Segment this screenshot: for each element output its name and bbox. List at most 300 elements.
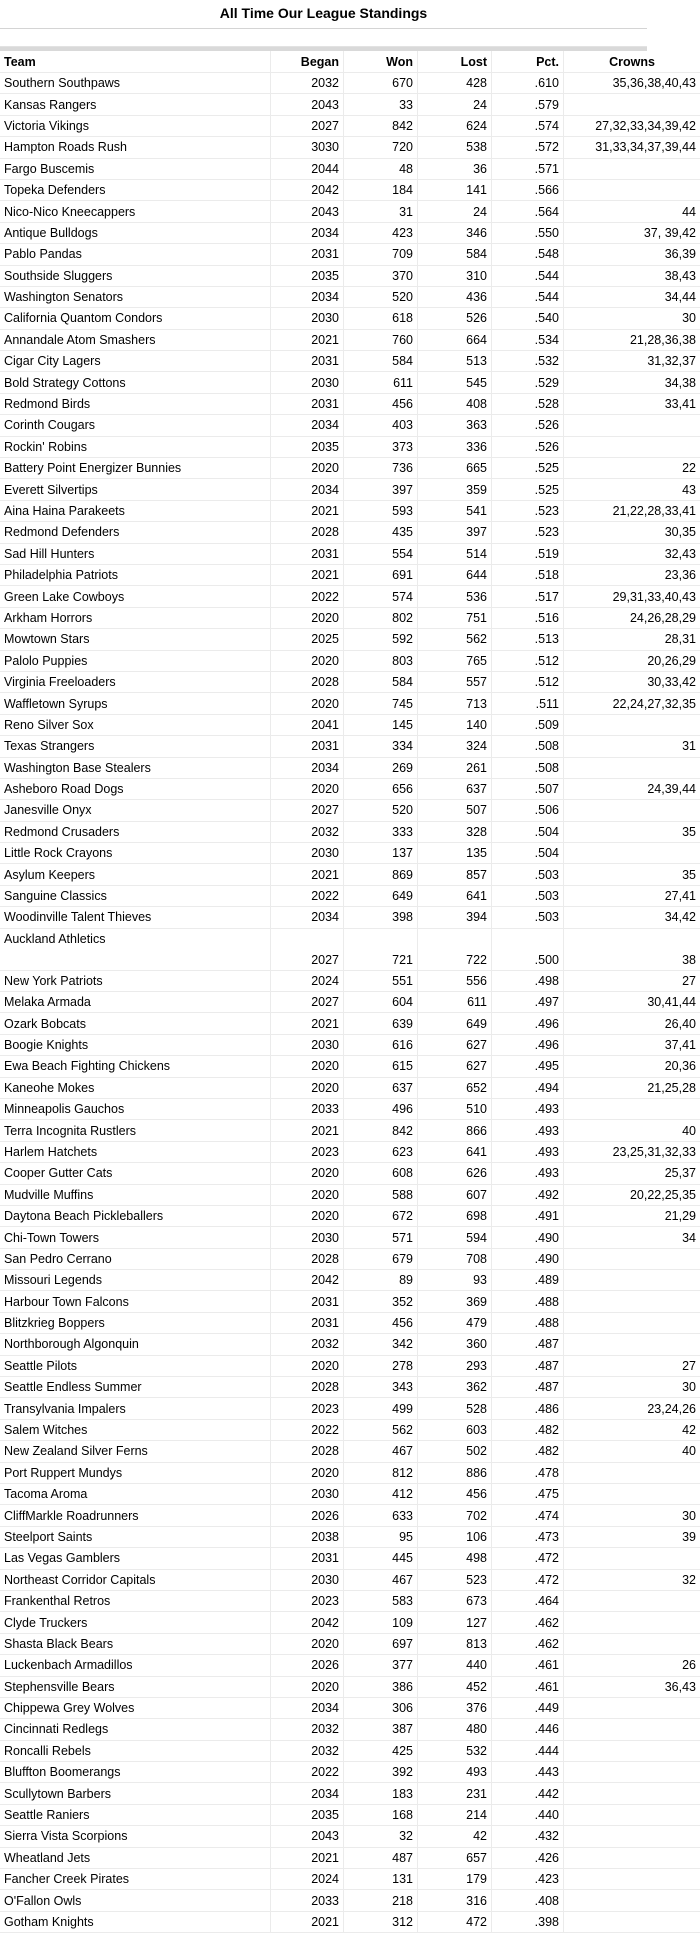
cell-began[interactable]: 2021	[271, 1911, 344, 1932]
cell-team[interactable]: Roncalli Rebels	[0, 1740, 271, 1761]
cell-pct[interactable]: .493	[492, 1098, 564, 1119]
cell-lost[interactable]: 557	[418, 671, 492, 692]
cell-pct[interactable]: .426	[492, 1847, 564, 1868]
cell-pct[interactable]: .500	[492, 928, 564, 970]
cell-lost[interactable]: 532	[418, 1740, 492, 1761]
cell-team[interactable]: Scullytown Barbers	[0, 1783, 271, 1804]
cell-lost[interactable]: 93	[418, 1270, 492, 1291]
cell-team[interactable]: Harlem Hatchets	[0, 1141, 271, 1162]
cell-lost[interactable]: 42	[418, 1826, 492, 1847]
cell-crowns[interactable]	[564, 179, 700, 200]
cell-pct[interactable]: .464	[492, 1590, 564, 1611]
cell-won[interactable]: 306	[344, 1697, 418, 1718]
cell-lost[interactable]: 626	[418, 1163, 492, 1184]
cell-lost[interactable]: 637	[418, 778, 492, 799]
cell-lost[interactable]: 24	[418, 201, 492, 222]
cell-team[interactable]: Salem Witches	[0, 1419, 271, 1440]
cell-lost[interactable]: 408	[418, 393, 492, 414]
cell-lost[interactable]: 857	[418, 864, 492, 885]
cell-pct[interactable]: .462	[492, 1612, 564, 1633]
cell-team[interactable]: Asheboro Road Dogs	[0, 778, 271, 799]
cell-won[interactable]: 456	[344, 393, 418, 414]
cell-pct[interactable]: .526	[492, 415, 564, 436]
cell-lost[interactable]: 127	[418, 1612, 492, 1633]
cell-crowns[interactable]: 29,31,33,40,43	[564, 586, 700, 607]
cell-won[interactable]: 623	[344, 1141, 418, 1162]
cell-began[interactable]: 2041	[271, 714, 344, 735]
cell-pct[interactable]: .503	[492, 864, 564, 885]
cell-lost[interactable]: 502	[418, 1441, 492, 1462]
cell-won[interactable]: 386	[344, 1676, 418, 1697]
cell-lost[interactable]: 359	[418, 479, 492, 500]
cell-began[interactable]: 2020	[271, 1163, 344, 1184]
cell-crowns[interactable]: 23,25,31,32,33	[564, 1141, 700, 1162]
cell-team[interactable]: Southside Sluggers	[0, 265, 271, 286]
cell-pct[interactable]: .513	[492, 629, 564, 650]
cell-crowns[interactable]	[564, 800, 700, 821]
cell-crowns[interactable]: 30	[564, 1505, 700, 1526]
cell-team[interactable]: Fancher Creek Pirates	[0, 1869, 271, 1890]
cell-pct[interactable]: .508	[492, 736, 564, 757]
cell-pct[interactable]: .493	[492, 1163, 564, 1184]
cell-lost[interactable]: 513	[418, 351, 492, 372]
cell-team[interactable]: Luckenbach Armadillos	[0, 1655, 271, 1676]
cell-began[interactable]: 2022	[271, 1419, 344, 1440]
cell-pct[interactable]: .472	[492, 1569, 564, 1590]
cell-crowns[interactable]: 22,24,27,32,35	[564, 693, 700, 714]
cell-lost[interactable]: 722	[418, 928, 492, 970]
cell-pct[interactable]: .495	[492, 1056, 564, 1077]
cell-lost[interactable]: 369	[418, 1291, 492, 1312]
cell-crowns[interactable]: 27	[564, 1355, 700, 1376]
cell-won[interactable]: 456	[344, 1312, 418, 1333]
cell-team[interactable]: Little Rock Crayons	[0, 843, 271, 864]
cell-began[interactable]: 2022	[271, 586, 344, 607]
cell-team[interactable]: Bluffton Boomerangs	[0, 1762, 271, 1783]
cell-crowns[interactable]: 32,43	[564, 543, 700, 564]
cell-lost[interactable]: 498	[418, 1548, 492, 1569]
cell-lost[interactable]: 363	[418, 415, 492, 436]
cell-began[interactable]: 2020	[271, 458, 344, 479]
cell-began[interactable]: 2020	[271, 650, 344, 671]
cell-pct[interactable]: .534	[492, 329, 564, 350]
cell-won[interactable]: 334	[344, 736, 418, 757]
header-won[interactable]: Won	[344, 51, 418, 73]
cell-pct[interactable]: .544	[492, 265, 564, 286]
cell-pct[interactable]: .443	[492, 1762, 564, 1783]
cell-team[interactable]: Cooper Gutter Cats	[0, 1163, 271, 1184]
cell-crowns[interactable]: 21,29	[564, 1205, 700, 1226]
cell-crowns[interactable]: 27	[564, 970, 700, 991]
cell-crowns[interactable]	[564, 1462, 700, 1483]
cell-began[interactable]: 2042	[271, 1270, 344, 1291]
cell-crowns[interactable]: 30,33,42	[564, 671, 700, 692]
cell-crowns[interactable]: 20,26,29	[564, 650, 700, 671]
cell-began[interactable]: 2031	[271, 736, 344, 757]
cell-began[interactable]: 2032	[271, 73, 344, 94]
cell-won[interactable]: 397	[344, 479, 418, 500]
cell-team[interactable]: Kansas Rangers	[0, 94, 271, 115]
cell-team[interactable]: Southern Southpaws	[0, 73, 271, 94]
cell-lost[interactable]: 627	[418, 1034, 492, 1055]
cell-team[interactable]: Harbour Town Falcons	[0, 1291, 271, 1312]
cell-crowns[interactable]: 36,43	[564, 1676, 700, 1697]
cell-began[interactable]: 2032	[271, 1740, 344, 1761]
cell-began[interactable]: 2020	[271, 1676, 344, 1697]
cell-crowns[interactable]: 36,39	[564, 244, 700, 265]
cell-won[interactable]: 670	[344, 73, 418, 94]
cell-team[interactable]: Seattle Raniers	[0, 1804, 271, 1825]
cell-pct[interactable]: .491	[492, 1205, 564, 1226]
cell-began[interactable]: 2034	[271, 222, 344, 243]
cell-lost[interactable]: 751	[418, 607, 492, 628]
cell-won[interactable]: 145	[344, 714, 418, 735]
cell-lost[interactable]: 664	[418, 329, 492, 350]
cell-lost[interactable]: 141	[418, 179, 492, 200]
cell-began[interactable]: 2031	[271, 1548, 344, 1569]
cell-won[interactable]: 398	[344, 907, 418, 928]
cell-began[interactable]: 2030	[271, 1484, 344, 1505]
cell-won[interactable]: 467	[344, 1569, 418, 1590]
cell-won[interactable]: 467	[344, 1441, 418, 1462]
cell-won[interactable]: 672	[344, 1205, 418, 1226]
cell-began[interactable]: 2030	[271, 372, 344, 393]
cell-lost[interactable]: 644	[418, 564, 492, 585]
cell-pct[interactable]: .509	[492, 714, 564, 735]
cell-crowns[interactable]	[564, 436, 700, 457]
cell-lost[interactable]: 261	[418, 757, 492, 778]
cell-team[interactable]: Cincinnati Redlegs	[0, 1719, 271, 1740]
cell-began[interactable]: 2020	[271, 1355, 344, 1376]
cell-team[interactable]: Sad Hill Hunters	[0, 543, 271, 564]
cell-pct[interactable]: .525	[492, 479, 564, 500]
cell-began[interactable]: 2031	[271, 543, 344, 564]
cell-crowns[interactable]	[564, 1697, 700, 1718]
cell-pct[interactable]: .482	[492, 1441, 564, 1462]
cell-crowns[interactable]: 25,37	[564, 1163, 700, 1184]
cell-won[interactable]: 745	[344, 693, 418, 714]
cell-lost[interactable]: 106	[418, 1526, 492, 1547]
cell-won[interactable]: 720	[344, 137, 418, 158]
cell-won[interactable]: 554	[344, 543, 418, 564]
cell-lost[interactable]: 594	[418, 1227, 492, 1248]
cell-lost[interactable]: 641	[418, 1141, 492, 1162]
cell-won[interactable]: 608	[344, 1163, 418, 1184]
cell-lost[interactable]: 316	[418, 1890, 492, 1911]
cell-pct[interactable]: .497	[492, 992, 564, 1013]
cell-team[interactable]: Chi-Town Towers	[0, 1227, 271, 1248]
cell-began[interactable]: 2022	[271, 885, 344, 906]
cell-pct[interactable]: .512	[492, 650, 564, 671]
cell-won[interactable]: 588	[344, 1184, 418, 1205]
cell-crowns[interactable]: 34,44	[564, 286, 700, 307]
cell-pct[interactable]: .526	[492, 436, 564, 457]
cell-began[interactable]: 3030	[271, 137, 344, 158]
cell-won[interactable]: 343	[344, 1377, 418, 1398]
cell-pct[interactable]: .529	[492, 372, 564, 393]
cell-won[interactable]: 842	[344, 1120, 418, 1141]
cell-pct[interactable]: .496	[492, 1013, 564, 1034]
cell-won[interactable]: 109	[344, 1612, 418, 1633]
cell-team[interactable]: Port Ruppert Mundys	[0, 1462, 271, 1483]
cell-lost[interactable]: 657	[418, 1847, 492, 1868]
cell-crowns[interactable]	[564, 1826, 700, 1847]
cell-pct[interactable]: .566	[492, 179, 564, 200]
cell-began[interactable]: 2035	[271, 265, 344, 286]
cell-won[interactable]: 639	[344, 1013, 418, 1034]
cell-began[interactable]: 2026	[271, 1505, 344, 1526]
cell-began[interactable]: 2024	[271, 1869, 344, 1890]
cell-lost[interactable]: 376	[418, 1697, 492, 1718]
cell-lost[interactable]: 214	[418, 1804, 492, 1825]
cell-lost[interactable]: 607	[418, 1184, 492, 1205]
cell-won[interactable]: 551	[344, 970, 418, 991]
cell-crowns[interactable]	[564, 1633, 700, 1654]
cell-team[interactable]: Redmond Birds	[0, 393, 271, 414]
cell-team[interactable]: Corinth Cougars	[0, 415, 271, 436]
cell-crowns[interactable]: 31,33,34,37,39,44	[564, 137, 700, 158]
cell-crowns[interactable]: 37,41	[564, 1034, 700, 1055]
cell-won[interactable]: 760	[344, 329, 418, 350]
cell-crowns[interactable]: 21,22,28,33,41	[564, 500, 700, 521]
cell-crowns[interactable]	[564, 1590, 700, 1611]
cell-began[interactable]: 2043	[271, 1826, 344, 1847]
cell-won[interactable]: 278	[344, 1355, 418, 1376]
cell-pct[interactable]: .473	[492, 1526, 564, 1547]
cell-began[interactable]: 2028	[271, 1248, 344, 1269]
cell-won[interactable]: 95	[344, 1526, 418, 1547]
cell-lost[interactable]: 179	[418, 1869, 492, 1890]
cell-crowns[interactable]	[564, 1098, 700, 1119]
cell-won[interactable]: 31	[344, 201, 418, 222]
cell-won[interactable]: 32	[344, 1826, 418, 1847]
header-lost[interactable]: Lost	[418, 51, 492, 73]
cell-team[interactable]: Woodinville Talent Thieves	[0, 907, 271, 928]
cell-won[interactable]: 721	[344, 928, 418, 970]
cell-team[interactable]: Victoria Vikings	[0, 115, 271, 136]
cell-won[interactable]: 604	[344, 992, 418, 1013]
cell-crowns[interactable]: 31	[564, 736, 700, 757]
cell-crowns[interactable]	[564, 1847, 700, 1868]
cell-won[interactable]: 412	[344, 1484, 418, 1505]
header-crowns[interactable]: Crowns	[564, 51, 700, 73]
cell-won[interactable]: 496	[344, 1098, 418, 1119]
cell-began[interactable]: 2035	[271, 436, 344, 457]
cell-team[interactable]: Asylum Keepers	[0, 864, 271, 885]
cell-pct[interactable]: .574	[492, 115, 564, 136]
cell-began[interactable]: 2021	[271, 1013, 344, 1034]
cell-won[interactable]: 656	[344, 778, 418, 799]
cell-crowns[interactable]: 32	[564, 1569, 700, 1590]
cell-crowns[interactable]: 37, 39,42	[564, 222, 700, 243]
cell-began[interactable]: 2021	[271, 864, 344, 885]
cell-pct[interactable]: .511	[492, 693, 564, 714]
cell-won[interactable]: 342	[344, 1334, 418, 1355]
cell-pct[interactable]: .528	[492, 393, 564, 414]
cell-team[interactable]: Boogie Knights	[0, 1034, 271, 1055]
cell-pct[interactable]: .423	[492, 1869, 564, 1890]
cell-team[interactable]: Redmond Defenders	[0, 522, 271, 543]
cell-began[interactable]: 2027	[271, 800, 344, 821]
cell-began[interactable]: 2031	[271, 244, 344, 265]
cell-team[interactable]: Melaka Armada	[0, 992, 271, 1013]
cell-won[interactable]: 593	[344, 500, 418, 521]
cell-began[interactable]: 2020	[271, 1633, 344, 1654]
cell-pct[interactable]: .490	[492, 1248, 564, 1269]
cell-won[interactable]: 487	[344, 1847, 418, 1868]
cell-pct[interactable]: .518	[492, 564, 564, 585]
cell-won[interactable]: 592	[344, 629, 418, 650]
cell-began[interactable]: 2023	[271, 1141, 344, 1162]
cell-lost[interactable]: 336	[418, 436, 492, 457]
cell-lost[interactable]: 362	[418, 1377, 492, 1398]
cell-began[interactable]: 2023	[271, 1590, 344, 1611]
cell-lost[interactable]: 641	[418, 885, 492, 906]
cell-pct[interactable]: .523	[492, 522, 564, 543]
cell-began[interactable]: 2034	[271, 1783, 344, 1804]
cell-pct[interactable]: .488	[492, 1291, 564, 1312]
cell-pct[interactable]: .440	[492, 1804, 564, 1825]
cell-crowns[interactable]: 30,41,44	[564, 992, 700, 1013]
cell-team[interactable]: Shasta Black Bears	[0, 1633, 271, 1654]
cell-began[interactable]: 2034	[271, 286, 344, 307]
cell-won[interactable]: 520	[344, 286, 418, 307]
cell-won[interactable]: 218	[344, 1890, 418, 1911]
cell-team[interactable]: CliffMarkle Roadrunners	[0, 1505, 271, 1526]
cell-pct[interactable]: .487	[492, 1334, 564, 1355]
cell-lost[interactable]: 328	[418, 821, 492, 842]
cell-pct[interactable]: .504	[492, 821, 564, 842]
cell-began[interactable]: 2030	[271, 1569, 344, 1590]
cell-won[interactable]: 584	[344, 671, 418, 692]
cell-pct[interactable]: .461	[492, 1655, 564, 1676]
cell-team[interactable]: Green Lake Cowboys	[0, 586, 271, 607]
cell-won[interactable]: 33	[344, 94, 418, 115]
cell-crowns[interactable]: 34	[564, 1227, 700, 1248]
cell-lost[interactable]: 526	[418, 308, 492, 329]
cell-began[interactable]: 2030	[271, 1034, 344, 1055]
header-pct[interactable]: Pct.	[492, 51, 564, 73]
cell-crowns[interactable]: 24,26,28,29	[564, 607, 700, 628]
cell-team[interactable]: Seattle Endless Summer	[0, 1377, 271, 1398]
cell-pct[interactable]: .571	[492, 158, 564, 179]
cell-won[interactable]: 392	[344, 1762, 418, 1783]
cell-team[interactable]: Mudville Muffins	[0, 1184, 271, 1205]
cell-crowns[interactable]	[564, 1762, 700, 1783]
cell-won[interactable]: 137	[344, 843, 418, 864]
cell-began[interactable]: 2030	[271, 308, 344, 329]
cell-pct[interactable]: .508	[492, 757, 564, 778]
cell-pct[interactable]: .493	[492, 1120, 564, 1141]
cell-won[interactable]: 562	[344, 1419, 418, 1440]
cell-crowns[interactable]: 20,22,25,35	[564, 1184, 700, 1205]
cell-won[interactable]: 425	[344, 1740, 418, 1761]
cell-pct[interactable]: .532	[492, 351, 564, 372]
cell-began[interactable]: 2030	[271, 1227, 344, 1248]
cell-team[interactable]: Redmond Crusaders	[0, 821, 271, 842]
cell-crowns[interactable]	[564, 415, 700, 436]
cell-pct[interactable]: .579	[492, 94, 564, 115]
cell-lost[interactable]: 293	[418, 1355, 492, 1376]
cell-team[interactable]: Kaneohe Mokes	[0, 1077, 271, 1098]
cell-lost[interactable]: 541	[418, 500, 492, 521]
cell-lost[interactable]: 24	[418, 94, 492, 115]
cell-began[interactable]: 2034	[271, 757, 344, 778]
cell-won[interactable]: 571	[344, 1227, 418, 1248]
cell-crowns[interactable]	[564, 1484, 700, 1505]
cell-won[interactable]: 423	[344, 222, 418, 243]
cell-crowns[interactable]: 38	[564, 928, 700, 970]
cell-began[interactable]: 2021	[271, 564, 344, 585]
cell-began[interactable]: 2024	[271, 970, 344, 991]
cell-lost[interactable]: 545	[418, 372, 492, 393]
cell-pct[interactable]: .462	[492, 1633, 564, 1654]
cell-crowns[interactable]: 23,24,26	[564, 1398, 700, 1419]
cell-team[interactable]: Terra Incognita Rustlers	[0, 1120, 271, 1141]
cell-team[interactable]: Sanguine Classics	[0, 885, 271, 906]
cell-won[interactable]: 387	[344, 1719, 418, 1740]
cell-team[interactable]: Topeka Defenders	[0, 179, 271, 200]
cell-pct[interactable]: .398	[492, 1911, 564, 1932]
cell-won[interactable]: 445	[344, 1548, 418, 1569]
cell-began[interactable]: 2032	[271, 1334, 344, 1355]
cell-won[interactable]: 352	[344, 1291, 418, 1312]
cell-lost[interactable]: 456	[418, 1484, 492, 1505]
cell-won[interactable]: 403	[344, 415, 418, 436]
cell-lost[interactable]: 765	[418, 650, 492, 671]
cell-crowns[interactable]: 21,28,36,38	[564, 329, 700, 350]
cell-crowns[interactable]: 38,43	[564, 265, 700, 286]
cell-pct[interactable]: .507	[492, 778, 564, 799]
cell-crowns[interactable]: 34,42	[564, 907, 700, 928]
cell-lost[interactable]: 510	[418, 1098, 492, 1119]
cell-began[interactable]: 2022	[271, 1762, 344, 1783]
cell-won[interactable]: 583	[344, 1590, 418, 1611]
cell-crowns[interactable]	[564, 1334, 700, 1355]
cell-crowns[interactable]: 34,38	[564, 372, 700, 393]
cell-began[interactable]: 2020	[271, 1462, 344, 1483]
cell-began[interactable]: 2020	[271, 607, 344, 628]
cell-lost[interactable]: 562	[418, 629, 492, 650]
cell-crowns[interactable]: 35,36,38,40,43	[564, 73, 700, 94]
cell-won[interactable]: 377	[344, 1655, 418, 1676]
cell-team[interactable]: Everett Silvertips	[0, 479, 271, 500]
cell-began[interactable]: 2035	[271, 1804, 344, 1825]
cell-lost[interactable]: 472	[418, 1911, 492, 1932]
cell-lost[interactable]: 866	[418, 1120, 492, 1141]
cell-won[interactable]: 869	[344, 864, 418, 885]
cell-lost[interactable]: 480	[418, 1719, 492, 1740]
cell-team[interactable]: Stephensville Bears	[0, 1676, 271, 1697]
cell-won[interactable]: 373	[344, 436, 418, 457]
header-began[interactable]: Began	[271, 51, 344, 73]
cell-team[interactable]: Frankenthal Retros	[0, 1590, 271, 1611]
cell-crowns[interactable]	[564, 1291, 700, 1312]
cell-pct[interactable]: .487	[492, 1377, 564, 1398]
cell-pct[interactable]: .489	[492, 1270, 564, 1291]
cell-crowns[interactable]: 30	[564, 1377, 700, 1398]
cell-team[interactable]: Northborough Algonquin	[0, 1334, 271, 1355]
cell-began[interactable]: 2033	[271, 1098, 344, 1119]
cell-won[interactable]: 435	[344, 522, 418, 543]
cell-began[interactable]: 2027	[271, 992, 344, 1013]
cell-won[interactable]: 183	[344, 1783, 418, 1804]
cell-pct[interactable]: .496	[492, 1034, 564, 1055]
cell-crowns[interactable]: 31,32,37	[564, 351, 700, 372]
cell-began[interactable]: 2025	[271, 629, 344, 650]
cell-lost[interactable]: 624	[418, 115, 492, 136]
cell-crowns[interactable]	[564, 757, 700, 778]
